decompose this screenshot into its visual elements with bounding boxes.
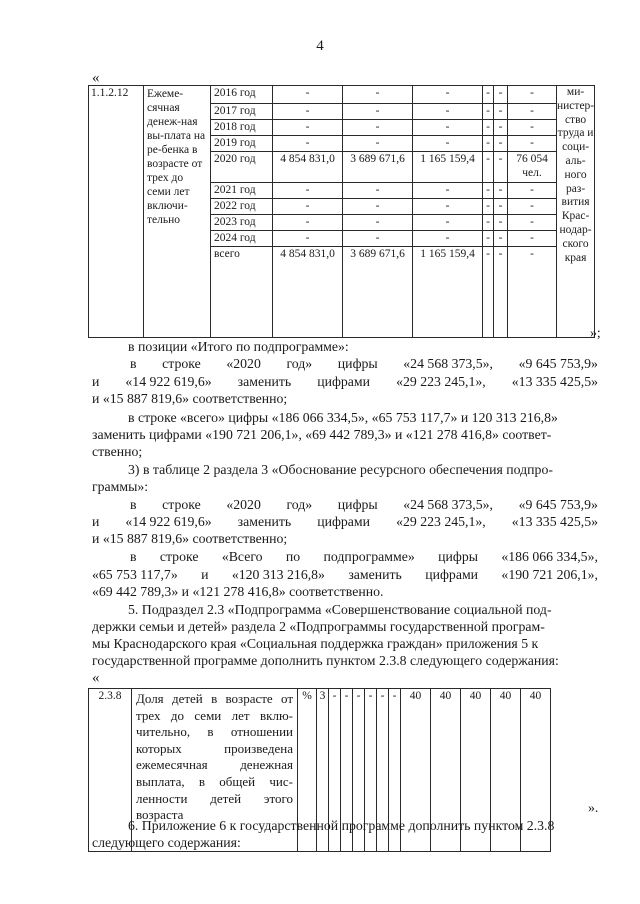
paragraph-line: граммы»:: [92, 479, 149, 494]
value-cell: -: [273, 120, 343, 136]
value-cell: -: [343, 215, 413, 231]
value-cell: -: [483, 183, 494, 199]
value-cell: -: [413, 231, 483, 247]
value-cell: -: [494, 120, 508, 136]
paragraph-line: и «15 887 819,6» соответственно;: [92, 531, 288, 546]
word: «14 922 619,6»: [125, 514, 212, 529]
dash-cell: -: [341, 689, 353, 852]
indicator-code: 2.3.8: [89, 689, 132, 852]
paragraph-line: [92, 374, 598, 390]
year-cell: 2019 год: [211, 136, 273, 152]
value-cell: -: [508, 104, 557, 120]
word: «Всего: [221, 549, 263, 564]
value-cell: -: [343, 120, 413, 136]
value-cell: -: [413, 86, 483, 104]
word: «9 645 753,9»: [518, 497, 598, 512]
value-cell: -: [494, 231, 508, 247]
word: «24 568 373,5»,: [403, 356, 493, 371]
value-cell: -: [273, 231, 343, 247]
value-cell: 4 854 831,0: [273, 247, 343, 338]
dash-cell: -: [353, 689, 365, 852]
value-cell: -: [413, 199, 483, 215]
paragraph-line: и «15 887 819,6» соответственно;: [92, 391, 288, 406]
value-cell: -: [494, 136, 508, 152]
executor-cell: ми-нистер-ство труда и соци-аль-ного раз-вития Крас-нодар-ского края: [557, 86, 595, 338]
value-cell: 3 689 671,6: [343, 247, 413, 338]
value-cell: 4 854 831,0: [273, 152, 343, 183]
word: цифры: [438, 549, 478, 564]
word: год»: [286, 356, 313, 371]
word: «14 922 619,6»: [125, 374, 212, 389]
open-quote: «: [92, 70, 100, 86]
word: «190 721 206,1»,: [501, 567, 598, 582]
value-cell: -: [273, 86, 343, 104]
dash-cell: -: [377, 689, 389, 852]
value-cell: -: [273, 199, 343, 215]
value-cell: -: [508, 136, 557, 152]
year-cell: 2024 год: [211, 231, 273, 247]
paragraph-line: в строке «всего» цифры «186 066 334,5», «65 753 117,7» и 120 313 216,8»: [128, 410, 558, 425]
indicator-name: Доля детей в возрасте от трех до семи лет вклю-чительно, в отношении которых произведена ежемесячная денежная выплата, в общей чис-ленности детей этого возраста: [132, 689, 298, 852]
word: год»: [286, 497, 313, 512]
paragraph-line: [130, 497, 598, 513]
value-cell: -: [343, 231, 413, 247]
measure-name: Ежеме-сячная денеж-ная вы-плата на ре-бенка в возрасте от трех до семи лет включи-тельно: [144, 86, 211, 338]
word: «120 313 216,8»: [231, 567, 325, 582]
paragraph-line: заменить цифрами «190 721 206,1», «69 442 789,3» и «121 278 416,8» соответ-: [92, 427, 552, 442]
year-cell: 2023 год: [211, 215, 273, 231]
dash-cell: -: [329, 689, 341, 852]
word: в: [130, 356, 137, 371]
dash-cell: -: [389, 689, 401, 852]
word: цифры: [337, 497, 378, 512]
paragraph-line: [92, 514, 598, 530]
word: строке: [162, 356, 201, 371]
value-cell: 1 165 159,4: [413, 247, 483, 338]
word: «9 645 753,9»: [518, 356, 598, 371]
paragraph-line: 5. Подраздел 2.3 «Подпрограмма «Совершенствование социальной под-: [128, 602, 552, 617]
word: «186 066 334,5»,: [501, 549, 598, 564]
value-cell: -: [483, 231, 494, 247]
word: строке: [159, 549, 199, 564]
word: «13 335 425,5»: [511, 374, 598, 389]
word: в: [130, 549, 137, 564]
value-cell: -: [343, 136, 413, 152]
open-quote-2: «: [92, 670, 100, 686]
value-cell: -: [343, 104, 413, 120]
table-subprogram-measure: [88, 85, 595, 338]
year-cell: 2022 год: [211, 199, 273, 215]
value-cell: -: [508, 86, 557, 104]
word: заменить: [348, 567, 402, 582]
value-cell: -: [483, 120, 494, 136]
value-cell: -: [508, 215, 557, 231]
value-cell: -: [483, 152, 494, 183]
year-cell: 2020 год: [211, 152, 273, 183]
word: «65 753 117,7»: [92, 567, 178, 582]
value-cell: -: [273, 215, 343, 231]
close-quote: »;: [590, 325, 601, 340]
value-cell: -: [413, 136, 483, 152]
year-cell: 2016 год: [211, 86, 273, 104]
close-quote-2: ».: [588, 800, 599, 815]
value-cell: -: [483, 215, 494, 231]
value-cell: -: [483, 104, 494, 120]
paragraph-line: государственной программе дополнить пунктом 2.3.8 следующего содержания:: [92, 653, 559, 668]
word: «2020: [226, 497, 261, 512]
value-cell: -: [413, 104, 483, 120]
value-cell: 40: [491, 689, 521, 852]
value-cell: 40: [521, 689, 551, 852]
value-cell: -: [494, 104, 508, 120]
value-cell: -: [508, 199, 557, 215]
paragraph: в позиции «Итого по подпрограмме»:: [128, 339, 349, 354]
year-cell: 2018 год: [211, 120, 273, 136]
value-cell: -: [508, 231, 557, 247]
word: в: [130, 497, 137, 512]
value-cell: -: [494, 199, 508, 215]
paragraph-line: [130, 356, 598, 372]
paragraph-line: следующего содержания:: [92, 835, 241, 850]
value-cell: -: [413, 183, 483, 199]
paragraph-line: держки семьи и детей» раздела 2 «Подпрограммы государственной програм-: [92, 619, 545, 634]
word: «24 568 373,5»,: [403, 497, 493, 512]
measure-code: 1.1.2.12: [89, 86, 144, 338]
word: подпрограмме»: [323, 549, 415, 564]
value-cell: -: [343, 183, 413, 199]
word: и: [92, 514, 100, 529]
value-cell: -: [494, 152, 508, 183]
value-cell: -: [273, 104, 343, 120]
word: «29 223 245,1»,: [396, 514, 486, 529]
value-cell: -: [494, 86, 508, 104]
value-cell: -: [508, 247, 557, 338]
word: заменить: [237, 514, 292, 529]
word: и: [92, 374, 100, 389]
indicator-unit: %: [298, 689, 317, 852]
paragraph-line: 3) в таблице 2 раздела 3 «Обоснование ресурсного обеспечения подпро-: [128, 462, 553, 477]
year-cell: всего: [211, 247, 273, 338]
paragraph-line: 6. Приложение 6 к государственной программе дополнить пунктом 2.3.8: [128, 818, 555, 833]
value-cell: 1 165 159,4: [413, 152, 483, 183]
value-cell: -: [413, 120, 483, 136]
value-cell: -: [343, 86, 413, 104]
word: «29 223 245,1»,: [396, 374, 486, 389]
word: «13 335 425,5»: [511, 514, 598, 529]
value-cell: -: [483, 247, 494, 338]
word: строке: [162, 497, 201, 512]
year-cell: 2017 год: [211, 104, 273, 120]
value-cell: -: [494, 215, 508, 231]
paragraph-line: [92, 567, 598, 583]
table-row: [89, 86, 595, 104]
word: заменить: [237, 374, 292, 389]
value-cell: -: [413, 215, 483, 231]
paragraph-line: «69 442 789,3» и «121 278 416,8» соответственно.: [92, 584, 384, 599]
word: цифрами: [317, 514, 371, 529]
value-cell: 40: [401, 689, 431, 852]
value-cell: -: [343, 199, 413, 215]
page-number: 4: [316, 38, 324, 54]
value-cell: -: [494, 183, 508, 199]
value-cell: 3 689 671,6: [343, 152, 413, 183]
word: «2020: [226, 356, 261, 371]
indicator-status: 3: [317, 689, 329, 852]
value-cell: 40: [431, 689, 461, 852]
value-cell: -: [494, 247, 508, 338]
word: цифрами: [425, 567, 479, 582]
value-cell: -: [508, 120, 557, 136]
value-cell: -: [273, 136, 343, 152]
value-cell: 40: [461, 689, 491, 852]
word: цифрами: [317, 374, 371, 389]
dash-cell: -: [365, 689, 377, 852]
paragraph-line: мы Краснодарского края «Социальная поддержка граждан» приложения 5 к: [92, 636, 539, 651]
paragraph-line: ственно;: [92, 444, 143, 459]
value-cell: -: [508, 183, 557, 199]
paragraph-line: [130, 549, 598, 565]
word: по: [285, 549, 301, 564]
word: и: [201, 567, 209, 582]
value-cell: -: [483, 199, 494, 215]
value-cell: -: [273, 183, 343, 199]
value-cell: 76 054 чел.: [508, 152, 557, 183]
year-cell: 2021 год: [211, 183, 273, 199]
value-cell: -: [483, 86, 494, 104]
word: цифры: [337, 356, 378, 371]
value-cell: -: [483, 136, 494, 152]
